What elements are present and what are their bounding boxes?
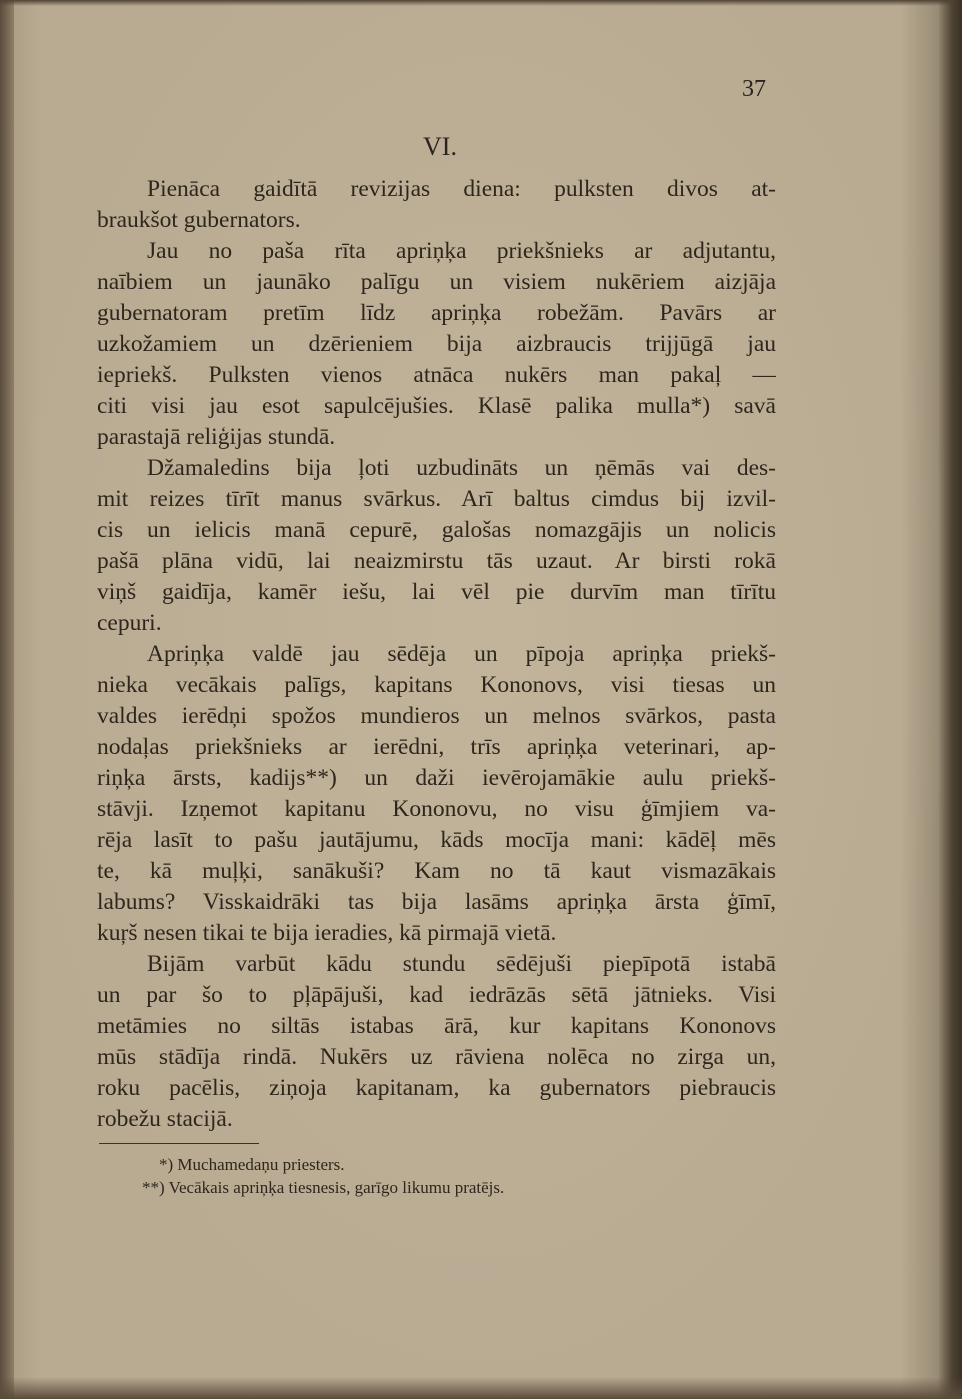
text-line: nodaļas priekšnieks ar ierēdni, trīs apriņķa veterinari, ap- [97, 734, 776, 760]
page-bottom-edge [0, 1377, 962, 1399]
text-line: mūs stādīja rindā. Nukērs uz rāviena nolēca no zirga un, [97, 1044, 776, 1070]
text-line: viņš gaidīja, kamēr iešu, lai vēl pie durvīm man tīrītu [97, 579, 776, 605]
text-line: pašā plāna vidū, lai neaizmirstu tās uzaut. Ar birsti rokā [97, 548, 776, 574]
text-line: roku pacēlis, ziņoja kapitanam, ka gubernators piebraucis [97, 1075, 776, 1101]
page-top-edge [0, 0, 962, 6]
text-line: Apriņķa valdē jau sēdēja un pīpoja apriņķa priekš- [147, 641, 776, 667]
footnote-divider [99, 1143, 259, 1144]
text-line: iepriekš. Pulksten vienos atnāca nukērs man pakaļ — [97, 362, 776, 388]
text-line: naībiem un jaunāko palīgu un visiem nukēriem aizjāja [97, 269, 776, 295]
text-line: Jau no paša rīta apriņķa priekšnieks ar adjutantu, [147, 238, 776, 264]
chapter-heading: VI. [423, 132, 457, 161]
text-line: parastajā reliģijas stundā. [97, 424, 336, 450]
text-line: un par šo to pļāpājuši, kad iedrāzās sētā jātnieks. Visi [97, 982, 776, 1008]
text-line: te, kā muļķi, sanākuši? Kam no tā kaut vismazākais [97, 858, 776, 884]
text-line: citi visi jau esot sapulcējušies. Klasē palika mulla*) savā [97, 393, 776, 419]
text-line: kuŗš nesen tikai te bija ieradies, kā pirmajā vietā. [97, 920, 557, 946]
text-line: robežu stacijā. [97, 1106, 233, 1132]
footnote: **) Vecākais apriņķa tiesnesis, garīgo likumu pratējs. [142, 1178, 505, 1197]
page-left-edge [0, 0, 14, 1399]
text-line: Džamaledins bija ļoti uzbudināts un ņēmās vai des- [147, 455, 776, 481]
text-line: riņķa ārsts, kadijs**) un daži ievērojamākie aulu priekš- [97, 765, 776, 791]
text-line: Bijām varbūt kādu stundu sēdējuši piepīpotā istabā [147, 951, 776, 977]
text-line: stāvji. Izņemot kapitanu Kononovu, no visu ģīmjiem va- [97, 796, 776, 822]
page-right-edge [938, 0, 962, 1399]
text-line: cis un ielicis manā cepurē, galošas nomazgājis un nolicis [97, 517, 776, 543]
text-line: uzkožamiem un dzērieniem bija aizbraucis trijjūgā jau [97, 331, 776, 357]
text-line: nieka vecākais palīgs, kapitans Kononovs, visi tiesas un [97, 672, 776, 698]
footnote: *) Muchamedaņu priesters. [159, 1155, 345, 1174]
text-line: metāmies no siltās istabas ārā, kur kapitans Kononovs [97, 1013, 776, 1039]
text-line: braukšot gubernators. [97, 207, 301, 233]
page-number: 37 [742, 76, 766, 102]
text-line: labums? Visskaidrāki tas bija lasāms apriņķa ārsta ģīmī, [97, 889, 776, 915]
text-line: cepuri. [97, 610, 162, 636]
text-line: gubernatoram pretīm līdz apriņķa robežām. Pavārs ar [97, 300, 776, 326]
text-line: Pienāca gaidītā revizijas diena: pulksten divos at- [147, 176, 776, 202]
text-line: mit reizes tīrīt manus svārkus. Arī baltus cimdus bij izvil- [97, 486, 776, 512]
text-line: rēja lasīt to pašu jautājumu, kāds mocīja mani: kādēļ mēs [97, 827, 776, 853]
text-line: valdes ierēdņi spožos mundieros un melnos svārkos, pasta [97, 703, 776, 729]
